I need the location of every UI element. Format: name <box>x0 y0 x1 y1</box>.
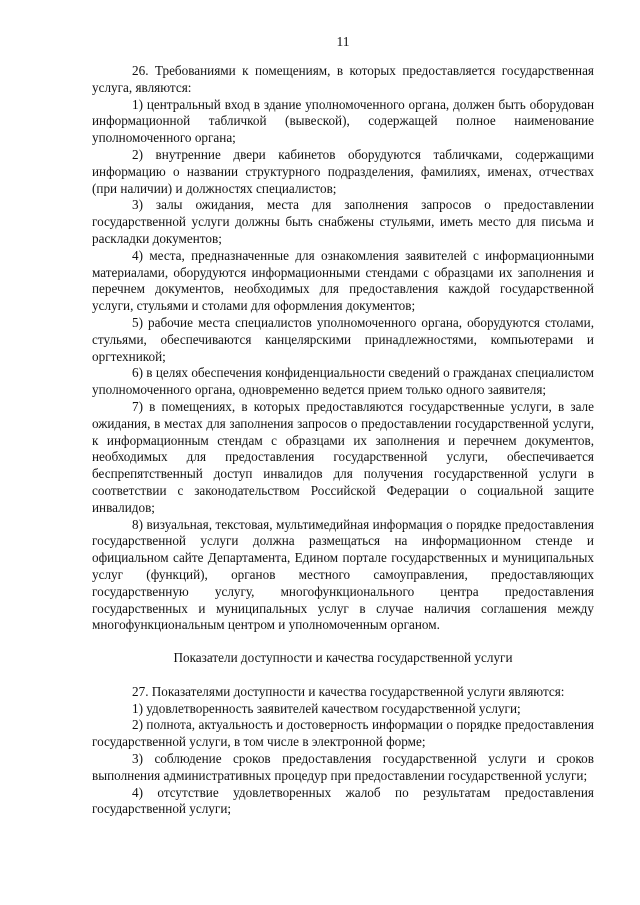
list-item-2: 2) внутренние двери кабинетов оборудуются табличками, содержащими информацию о названии структурного подразделения, фамилиях, именах, отчествах (при наличии) и должностях специалистов; <box>92 146 594 196</box>
indicator-item-3: 3) соблюдение сроков предоставления государственной услуги и сроков выполнения административных процедур при предоставлении государственной услуги; <box>92 751 594 783</box>
list-item-3: 3) залы ожидания, места для заполнения запросов о предоставлении государственной услуги должны быть снабжены стульями, иметь место для письма и раскладки документов; <box>92 197 594 246</box>
indicator-item-1: 1) удовлетворенность заявителей качеством государственной услуги; <box>132 700 521 716</box>
section-heading: Показатели доступности и качества государственной услуги <box>173 650 513 666</box>
list-item-6: 6) в целях обеспечения конфиденциальности сведений о гражданах специалистом уполномоченного органа, одновременно ведется прием только одного заявителя; <box>92 365 594 398</box>
list-item-8: 8) визуальная, текстовая, мультимедийная информация о порядке предоставления государственной услуги должна размещаться на информационном стенде и официальном сайте Департамента, Едином портале государственных и муниципальных услуг (функций), органов местного самоуправления, предоставляющих государственную услугу, многофункционального центра предоставления государственных и муниципальных услуг в случае наличия соглашения между многофункциональным центром и уполномоченным органом. <box>92 516 594 633</box>
paragraph-27: 27. Показателями доступности и качества государственной услуги являются: <box>132 683 565 699</box>
list-item-7: 7) в помещениях, в которых предоставляются государственные услуги, в зале ожидания, в местах для заполнения запросов о предоставлении государственной услуги, к информационным стендам с образцами их заполнения и перечнем документов, необходимых для предоставления государственной услуги, обеспечивается беспрепятственный доступ инвалидов для получения государственной услуги в соответствии с законодательством Российской Федерации о социальной защите инвалидов; <box>92 398 594 515</box>
list-item-1: 1) центральный вход в здание уполномоченного органа, должен быть оборудован информационной табличкой (вывеской), содержащей полное наименование уполномоченного органа; <box>92 96 594 146</box>
indicator-item-2: 2) полнота, актуальность и достоверность информации о порядке предоставления государственной услуги, в том числе в электронной форме; <box>92 717 594 750</box>
section-indicators <box>92 684 594 818</box>
list-item-4: 4) места, предназначенные для ознакомления заявителей с информационными материалами, оборудуются информационными стендами с образцами их заполнения и перечнем документов, необходимых для предоставления каждой государственной услуги, стульями и столами для оформления документов; <box>92 247 594 314</box>
list-item-5: 5) рабочие места специалистов уполномоченного органа, оборудуются столами, стульями, обеспечиваются канцелярскими принадлежностями, компьютерами и оргтехникой; <box>92 314 594 364</box>
section-requirements <box>92 63 594 634</box>
page-number: 11 <box>336 34 350 49</box>
indicator-item-4: 4) отсутствие удовлетворенных жалоб по результатам предоставления государственной услуги; <box>92 784 594 817</box>
paragraph-26: 26. Требованиями к помещениям, в которых предоставляется государственная услуга, являются: <box>92 63 594 95</box>
